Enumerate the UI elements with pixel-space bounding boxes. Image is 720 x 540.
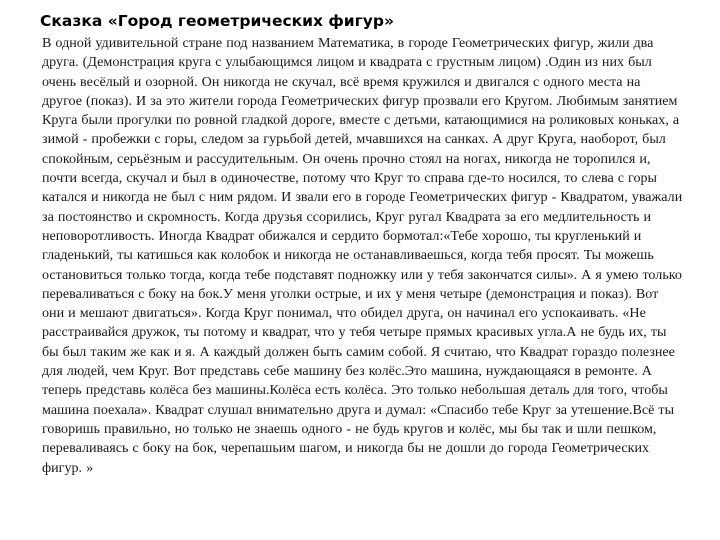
story-text: В одной удивительной стране под названием Математика, в городе Геометрических фигур, жили два друга. (Демонстрация круга с улыбающимся лицом и квадрата с грустным лицом) .Один из них был очень весёлый и озорной. Он никогда не скучал, всё время кружился и двигался с одного места на другое (показ). И за это жители города Геометрических фигур прозвали его Кругом. Любимым занятием Круга были прогулки по ровной гладкой дороге, вместе с детьми, катающимися на роликовых коньках, а зимой - пробежки с горы, следом за гурьбой детей, мчавшихся на санках. А друг Круга, наоборот, был спокойным, серьёзным и рассудительным. Он очень прочно стоял на ногах, никогда не торопился и, почти всегда, скучал и был в одиночестве, потому что Круг то справа где-то носился, то слева с горы катался и никогда не был с ним рядом. И звали его в городе Геометрических фигур - Квадратом, уважали за постоянство и скромность. Когда друзья ссорились, Круг ругал Квадрата за его медлительность и неповоротливость. Иногда Квадрат обижался и сердито бормотал:«Тебе хорошо, ты кругленький и гладенький, ты катишься как колобок и никогда не останавливаешься, когда тебя просят. Ты можешь остановиться только тогда, когда тебе подставят подножку или у тебя закончатся силы». А я умею только переваливаться с боку на бок.У меня уголки острые, и их у меня четыре (демонстрация и показ). Вот они и мешают двигаться». Когда Круг понимал, что обидел друга, он начинал его успокаивать. «Не расстраивайся дружок, ты потому и квадрат, что у тебя четыре прямых красивых угла.А не будь их, ты бы был таким же как и я. А каждый должен быть самим собой. Я считаю, что Квадрат гораздо полезнее для людей, чем Круг. Вот представь себе машину без колёс.Это машина, нуждающаяся в ремонте. А теперь представь колёса без машины.Колёса есть колёса. Это только небольшая деталь для того, чтобы машина поехала». Квадрат слушал внимательно друга и думал: «Спасибо тебе Круг за утешение.Всё ты говоришь правильно, но только не знаешь одного - не будь кругов и колёс, мы бы так и шли пешком, переваливаясь с боку на бок, черепашьим шагом, и никогда бы не дошли до города Геометрических фигур. » <box>42 35 683 476</box>
slide-title: Сказка «Город геометрических фигур» <box>40 12 394 30</box>
